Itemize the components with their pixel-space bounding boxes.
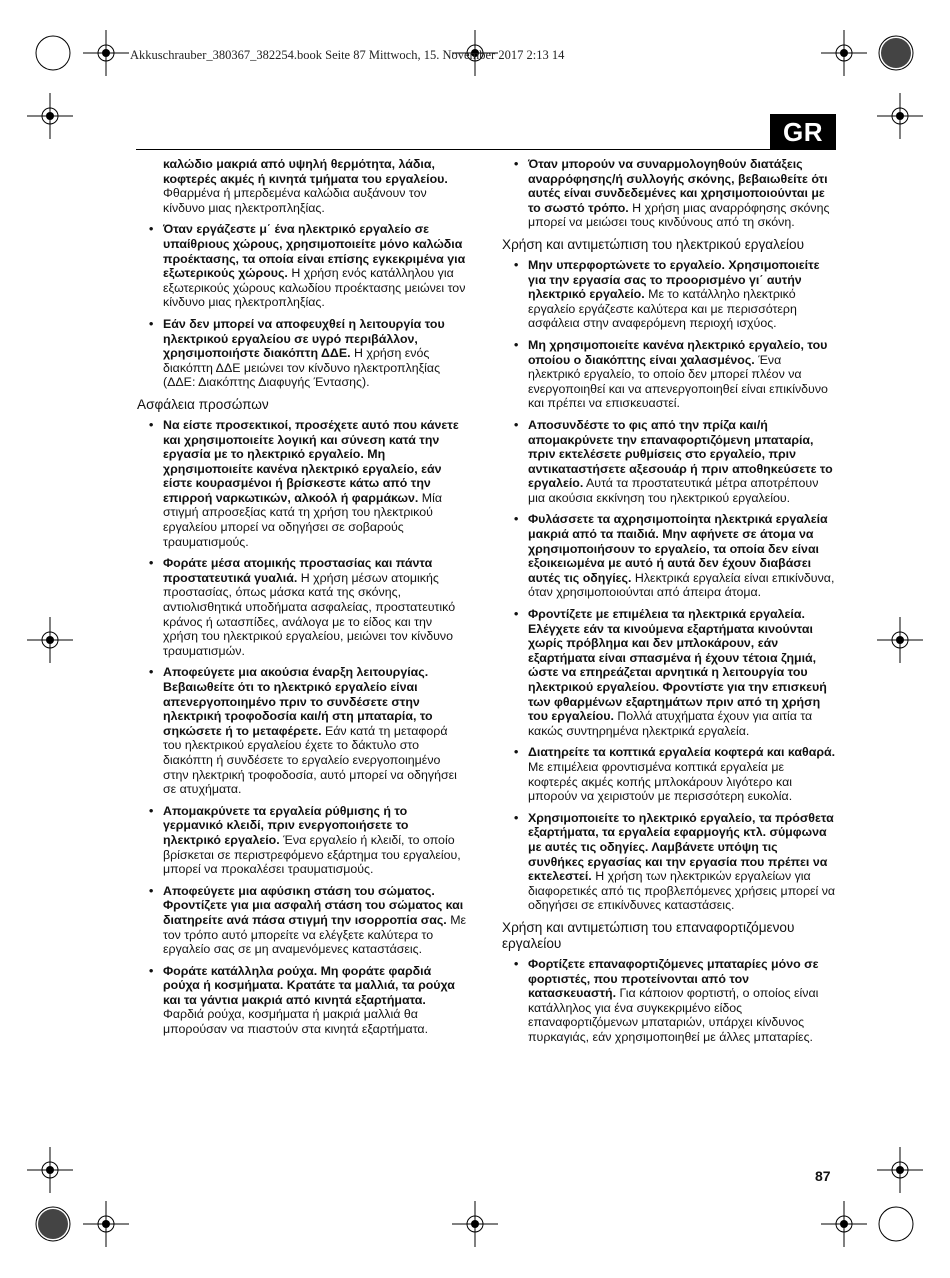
crosshair-mark-top-a <box>83 30 129 76</box>
section-heading-battery-tool-use: Χρήση και αντιμετώπιση του επαναφορτιζόμενου εργαλείου <box>502 919 795 951</box>
section-heading-personal-safety: Ασφάλεια προσώπων <box>137 396 269 412</box>
left-column <box>137 157 469 1044</box>
list-item: • Μην υπερφορτώνετε το εργαλείο. Χρησιμοποιείτε για την εργασία σας το προορισμένο γι΄ αυτήν ηλεκτρικό εργαλείο. Με το κατάλληλο ηλεκτρικό εργαλείο εργάζεστε καλύτερα και με περισσότερη ασφάλεια στην αναφερόμενη περιοχή ισχύος. <box>502 258 836 331</box>
list-item: • Μη χρησιμοποιείτε κανένα ηλεκτρικό εργαλείο, του οποίου ο διακόπτης είναι χαλασμένος. Ένα ηλεκτρικό εργαλείο, το οποίο δεν μπορεί πλέον να ενεργοποιηθεί και να απενεργοποιηθεί είναι επικίνδυνο και πρέπει να επισκευαστεί. <box>502 338 836 411</box>
registration-circle-bottom-right <box>876 1204 916 1244</box>
right-column <box>502 157 836 1051</box>
crosshair-mark-bottom-b <box>821 1201 867 1247</box>
crosshair-mark-right-mid <box>877 617 923 663</box>
section-heading-tool-use: Χρήση και αντιμετώπιση του ηλεκτρικού εργαλείου <box>502 236 805 252</box>
registration-circle-top-left <box>33 33 73 73</box>
list-item: • Εάν δεν μπορεί να αποφευχθεί η λειτουργία του ηλεκτρικού εργαλείου σε υγρό περιβάλλον, χρησιμοποιήστε διακόπτη ΔΔΕ. Η χρήση ενός διακόπτη ΔΔΕ μειώνει τον κίνδυνο ηλεκτροπληξίας (ΔΔΕ: Διακόπτης Διαφυγής Έντασης). <box>137 317 469 390</box>
list-item: • Αποφεύγετε μια αφύσικη στάση του σώματος. Φροντίζετε για μια ασφαλή στάση του σώματος και διατηρείτε ανά πάσα στιγμή την ισορροπία σας. Με τον τρόπο αυτό μπορείτε να ελέγξετε καλύτερα το εργαλείο σας σε μη αναμενόμενες καταστάσεις. <box>137 884 469 957</box>
language-tab: GR <box>770 114 836 150</box>
registration-circle-bottom-left <box>33 1204 73 1244</box>
list-item: • Φοράτε μέσα ατομικής προστασίας και πάντα προστατευτικά γυαλιά. Η χρήση μέσων ατομικής προστασίας, όπως μάσκα κατά της σκόνης, αντιολισθητικά υποδήματα ασφαλείας, προστατευτικό κράνος ή ωτασπίδες, ανάλογα με το είδος και την χρήση του ηλεκτρικού εργαλείου, μειώνει τον κίνδυνο τραυματισμών. <box>137 556 469 658</box>
list-item: • Να είστε προσεκτικοί, προσέχετε αυτό που κάνετε και χρησιμοποιείτε λογική και σύνεση κατά την εργασία με το ηλεκτρικό εργαλείο. Μη χρησιμοποιείτε κανένα ηλεκτρικό εργαλείο, εάν είστε κουρασμένοι ή βρίσκεστε κάτω από την επιρροή ναρκωτικών, αλκοόλ ή φαρμάκων. Μία στιγμή απροσεξίας κατά τη χρήση του ηλεκτρικού εργαλείου μπορεί να οδηγήσει σε σοβαρούς τραυματισμούς. <box>137 418 469 549</box>
crosshair-mark-right-a <box>877 93 923 139</box>
header-rule <box>136 149 836 150</box>
print-slug: Akkuschrauber_380367_382254.book Seite 87 Mittwoch, 15. November 2017 2:13 14 <box>130 48 565 62</box>
list-item: • Αποσυνδέστε το φις από την πρίζα και/ή απομακρύνετε την επαναφορτιζόμενη μπαταρία, πριν εκτελέσετε ρυθμίσεις στο εργαλείο, πριν αντικαταστήσετε αξεσουάρ ή πριν αποθηκεύσετε το εργαλείο. Αυτά τα προστατευτικά μέτρα αποτρέπουν μια ακούσια εκκίνηση του ηλεκτρικού εργαλείου. <box>502 418 836 506</box>
list-item: • Αποφεύγετε μια ακούσια έναρξη λειτουργίας. Βεβαιωθείτε ότι το ηλεκτρικό εργαλείο είναι απενεργοποιημένο πριν το συνδέσετε στην ηλεκτρική τροφοδοσία και/ή στη μπαταρία, το σηκώσετε ή το μεταφέρετε. Εάν κατά τη μεταφορά του ηλεκτρικού εργαλείου έχετε το δάκτυλο στο διακόπτη ή συνδέσετε το εργαλείο ενεργοποιημένο στην ηλεκτρική τροφοδοσία, αυτό μπορεί να οδηγήσει σε ατυχήματα. <box>137 665 469 796</box>
crosshair-mark-bottom-center <box>452 1201 498 1247</box>
crosshair-mark-top-b <box>821 30 867 76</box>
crosshair-mark-left-mid <box>27 617 73 663</box>
registration-circle-top-right <box>876 33 916 73</box>
list-item: • Όταν εργάζεστε μ΄ ένα ηλεκτρικό εργαλείο σε υπαίθριους χώρους, χρησιμοποιείτε μόνο καλώδια προέκτασης, τα οποία είναι επίσης εγκεκριμένα για εξωτερικούς χώρους. Η χρήση ενός κατάλληλου για εξωτερικούς χώρους καλωδίου προέκτασης μειώνει τον κίνδυνο μιας ηλεκτροπληξίας. <box>137 222 469 310</box>
list-item: • Χρησιμοποιείτε το ηλεκτρικό εργαλείο, τα πρόσθετα εξαρτήματα, τα εργαλεία εφαρμογής κτλ. σύμφωνα με αυτές τις οδηγίες. Λαμβάνετε υπόψη τις συνθήκες εργασίας και την εργασία που πρέπει να εκτελεστεί. Η χρήση των ηλεκτρικών εργαλείων για διαφορετικές από τις προβλεπόμενες χρήσεις μπορεί να οδηγήσει σε επικίνδυνες καταστάσεις. <box>502 811 836 913</box>
list-item: • Διατηρείτε τα κοπτικά εργαλεία κοφτερά και καθαρά. Με επιμέλεια φροντισμένα κοπτικά εργαλεία με κοφτερές ακμές κοπής μπλοκάρουν λιγότερο και μπορούν να χειριστούν με περισσότερη ευκολία. <box>502 745 836 803</box>
list-item: • Φυλάσσετε τα αχρησιμοποίητα ηλεκτρικά εργαλεία μακριά από τα παιδιά. Μην αφήνετε σε άτομα να χρησιμοποιήσουν το εργαλείο, τα οποία δεν είναι εξοικειωμένα με αυτό ή αυτά δεν έχουν διαβάσει αυτές τις οδηγίες. Ηλεκτρικά εργαλεία είναι επικίνδυνα, όταν χρησιμοποιούνται από άπειρα άτομα. <box>502 512 836 600</box>
page-number: 87 <box>815 1168 831 1184</box>
list-item: • Όταν μπορούν να συναρμολογηθούν διατάξεις αναρρόφησης/ή συλλογής σκόνης, βεβαιωθείτε ότι αυτές είναι συνδεδεμένες και χρησιμοποιούνται με το σωστό τρόπο. Η χρήση μιας αναρρόφησης σκόνης μπορεί να μειώσει τους κινδύνους από τη σκόνη. <box>502 157 836 230</box>
crosshair-mark-left-a <box>27 93 73 139</box>
crosshair-mark-bottom-a <box>83 1201 129 1247</box>
crosshair-mark-right-b <box>877 1147 923 1193</box>
list-item: • Φοράτε κατάλληλα ρούχα. Μη φοράτε φαρδιά ρούχα ή κοσμήματα. Κρατάτε τα μαλλιά, τα ρούχα και τα γάντια μακριά από κινητά εξαρτήματα. Φαρδιά ρούχα, κοσμήματα ή μακριά μαλλιά θα μπορούσαν να πιαστούν στα κινητά εξαρτήματα. <box>137 964 469 1037</box>
list-item: • Φροντίζετε με επιμέλεια τα ηλεκτρικά εργαλεία. Ελέγχετε εάν τα κινούμενα εξαρτήματα κινούνται χωρίς πρόβλημα και δεν μπλοκάρουν, εάν εξαρτήματα είναι σπασμένα ή έχουν τέτοια ζημιά, ώστε να επηρεάζεται αρνητικά η λειτουργία του ηλεκτρικού εργαλείου. Φροντίστε για την επισκευή των φθαρμένων εξαρτημάτων πριν από τη χρήση του εργαλείου. Πολλά ατυχήματα έχουν για αιτία τα κακώς συντηρημένα ηλεκτρικά εργαλεία. <box>502 607 836 738</box>
list-item: • Φορτίζετε επαναφορτιζόμενες μπαταρίες μόνο σε φορτιστές, που προτείνονται από τον κατασκευαστή. Για κάποιον φορτιστή, ο οποίος είναι κατάλληλος για ένα συγκεκριμένο είδος επαναφορτιζόμενων μπαταριών, υπάρχει κίνδυνος πυρκαγιάς, εάν χρησιμοποιηθεί με άλλες μπαταρίες. <box>502 957 836 1045</box>
crosshair-mark-left-b <box>27 1147 73 1193</box>
list-item: • Απομακρύνετε τα εργαλεία ρύθμισης ή το γερμανικό κλειδί, πριν ενεργοποιήσετε το ηλεκτρικό εργαλείο. Ένα εργαλείο ή κλειδί, το οποίο βρίσκεται σε περιστρεφόμενο εξάρτημα του εργαλείου, μπορεί να προκαλέσει τραυματισμούς. <box>137 804 469 877</box>
continued-paragraph: καλώδιο μακριά από υψηλή θερμότητα, λάδια, κοφτερές ακμές ή κινητά τμήματα του εργαλείου. Φθαρμένα ή μπερδεμένα καλώδια αυξάνουν τον κίνδυνο μιας ηλεκτροπληξίας. <box>163 157 448 215</box>
